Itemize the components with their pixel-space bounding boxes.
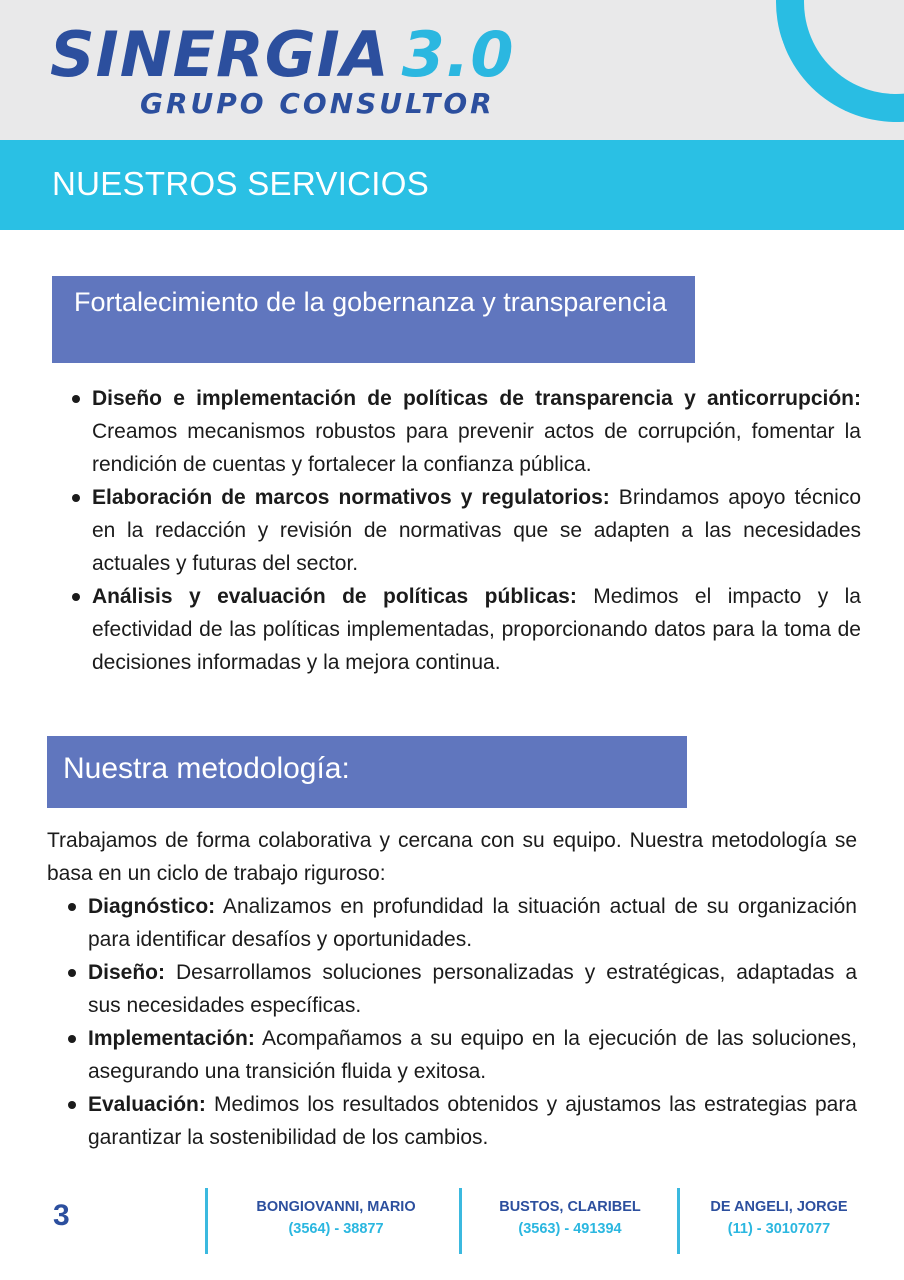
contact-phone: (3564) - 38877 bbox=[288, 1221, 384, 1237]
contact-phone: (3563) - 491394 bbox=[518, 1221, 622, 1237]
contact-name: BUSTOS, CLARIBEL bbox=[499, 1199, 641, 1215]
list-item bbox=[88, 956, 857, 1022]
contact-phone: (11) - 30107077 bbox=[727, 1221, 831, 1237]
list-item bbox=[88, 1088, 857, 1154]
list-item bbox=[92, 382, 861, 481]
page-number: 3 bbox=[53, 1199, 70, 1232]
logo-word: SINERGIA bbox=[50, 18, 390, 91]
logo bbox=[50, 20, 515, 90]
list-item bbox=[92, 481, 861, 580]
list-item bbox=[92, 580, 861, 679]
list-item bbox=[88, 1022, 857, 1088]
item-title: Implementación: bbox=[88, 1027, 255, 1050]
item-text: Desarrollamos soluciones personalizadas y estratégicas, adaptadas a sus necesidades específicas. bbox=[88, 961, 857, 1017]
logo-number: 3.0 bbox=[401, 18, 515, 91]
contact-card bbox=[212, 1196, 460, 1240]
contact-name: BONGIOVANNI, MARIO bbox=[256, 1199, 416, 1215]
header bbox=[0, 0, 904, 140]
item-title: Diseño e implementación de políticas de transparencia y anticorrupción: bbox=[92, 387, 861, 410]
contact-card bbox=[684, 1196, 874, 1240]
item-text: Acompañamos a su equipo en la ejecución de las soluciones, asegurando una transición fluida y exitosa. bbox=[88, 1027, 857, 1083]
page-title: NUESTROS SERVICIOS bbox=[52, 165, 430, 202]
item-text: Brindamos apoyo técnico en la redacción y revisión de normativas que se adapten a las necesidades actuales y futuras del sector. bbox=[92, 486, 861, 575]
section-heading-governance: Fortalecimiento de la gobernanza y transparencia bbox=[52, 276, 695, 363]
footer-divider bbox=[205, 1188, 208, 1254]
item-text: Creamos mecanismos robustos para prevenir actos de corrupción, fomentar la rendición de cuentas y fortalecer la confianza pública. bbox=[92, 420, 861, 476]
item-text: Analizamos en profundidad la situación actual de su organización para identificar desafíos y oportunidades. bbox=[88, 895, 857, 951]
decorative-ring bbox=[742, 0, 904, 140]
item-title: Elaboración de marcos normativos y regulatorios: bbox=[92, 486, 610, 509]
footer-divider bbox=[459, 1188, 462, 1254]
methodology-intro: Trabajamos de forma colaborativa y cercana con su equipo. Nuestra metodología se basa en un ciclo de trabajo riguroso: bbox=[47, 829, 857, 885]
item-title: Análisis y evaluación de políticas públicas: bbox=[92, 585, 577, 608]
section-heading-methodology: Nuestra metodología: bbox=[47, 736, 687, 808]
item-title: Evaluación: bbox=[88, 1093, 206, 1116]
contact-name: DE ANGELI, JORGE bbox=[710, 1199, 848, 1215]
methodology-list bbox=[88, 890, 857, 1154]
services-list bbox=[92, 382, 861, 679]
item-title: Diagnóstico: bbox=[88, 895, 216, 918]
list-item bbox=[88, 890, 857, 956]
footer-divider bbox=[677, 1188, 680, 1254]
logo-subtitle: GRUPO CONSULTOR bbox=[140, 87, 495, 120]
item-title: Diseño: bbox=[88, 961, 166, 984]
item-text: Medimos el impacto y la efectividad de las políticas implementadas, proporcionando datos para la toma de decisiones informadas y la mejora continua. bbox=[92, 585, 861, 674]
item-text: Medimos los resultados obtenidos y ajustamos las estrategias para garantizar la sostenibilidad de los cambios. bbox=[88, 1093, 857, 1149]
contact-card bbox=[464, 1196, 676, 1240]
